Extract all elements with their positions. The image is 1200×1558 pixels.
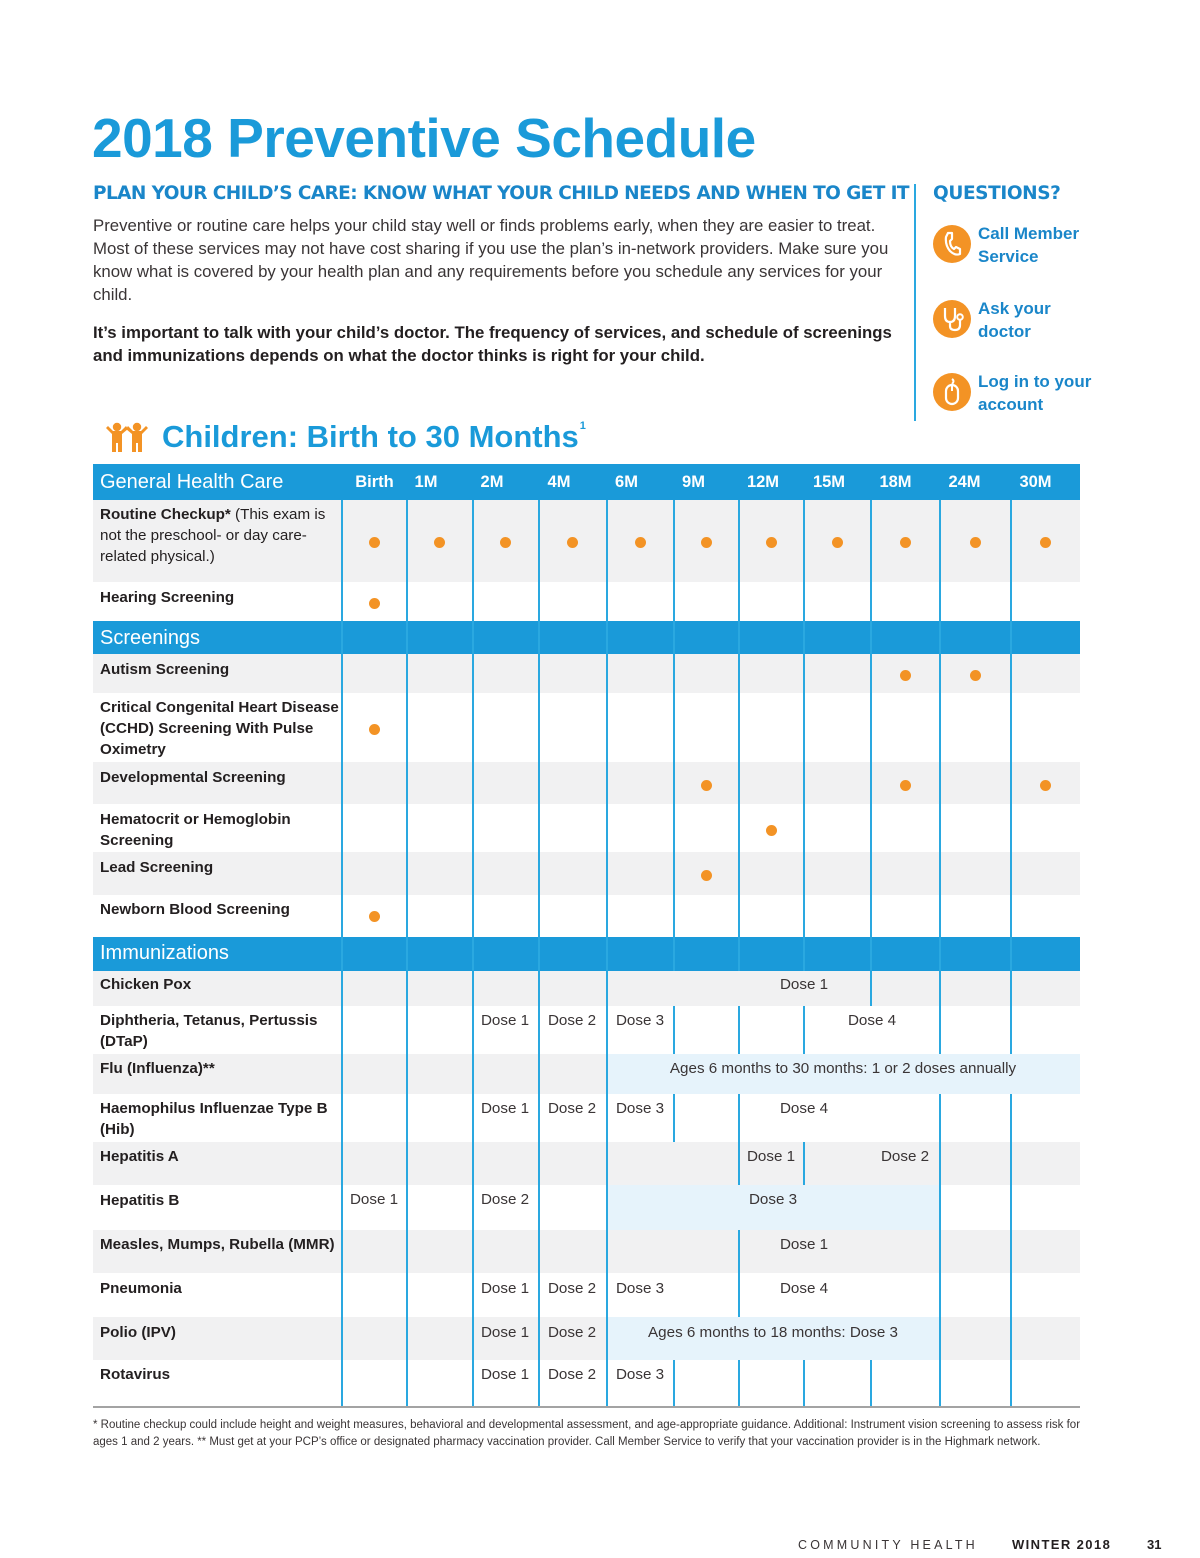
grid-line [870, 500, 872, 1006]
footnote-marker: 1 [579, 420, 586, 432]
row-label-cchd-screening: Critical Congenital Heart Disease (CCHD) Screening With Pulse Oximetry [100, 699, 339, 758]
schedule-dot [900, 670, 911, 681]
call-member-service-label: Call Member Service [978, 224, 1080, 266]
mouse-icon [933, 373, 971, 411]
schedule-dot [900, 780, 911, 791]
children-section-title: Children: Birth to 30 Months$^1$ [162, 419, 586, 454]
grid-line [538, 500, 540, 1406]
column-header-9m: 9M [682, 473, 705, 491]
schedule-dot [500, 537, 511, 548]
schedule-dot [369, 911, 380, 922]
rotavirus-dose-2: Dose 2 [547, 1366, 597, 1383]
questions-divider [914, 184, 916, 421]
footer-issue: WINTER 2018 [1012, 1537, 1112, 1552]
section-heading: PLAN YOUR CHILD’S CARE: KNOW WHAT YOUR CHILD NEEDS AND WHEN TO GET IT [93, 183, 909, 204]
schedule-dot [1040, 537, 1051, 548]
row-label-newborn-blood-screening: Newborn Blood Screening [100, 901, 290, 918]
polio-dose-2: Dose 2 [547, 1324, 597, 1341]
column-header-2m: 2M [480, 473, 504, 491]
schedule-dot [1040, 780, 1051, 791]
grid-line [673, 500, 675, 971]
row-label-mmr: Measles, Mumps, Rubella (MMR) [100, 1236, 335, 1253]
hepatitis-b-dose-2: Dose 2 [480, 1191, 530, 1208]
grid-line [870, 1360, 872, 1406]
schedule-dot [369, 537, 380, 548]
immunizations-header [93, 937, 1080, 971]
chicken-pox-dose-1: Dose 1 [779, 976, 829, 993]
grid-line [472, 500, 474, 1406]
row-label-routine-checkup: Routine Checkup* (This exam is not the preschool- or day care-related physical.) [100, 506, 326, 565]
column-header-birth: Birth [355, 473, 394, 491]
hepatitis-a-dose-2: Dose 2 [880, 1148, 930, 1165]
dtap-dose-1: Dose 1 [480, 1012, 530, 1029]
column-header-15m: 15M [812, 473, 846, 491]
ask-doctor-label: Ask your doctor [978, 299, 1051, 341]
schedule-dot [900, 537, 911, 548]
hib-dose-4: Dose 4 [779, 1100, 829, 1117]
row-label-flu: Flu (Influenza)** [100, 1060, 215, 1077]
grid-line [803, 1360, 805, 1406]
schedule-dot [766, 825, 777, 836]
grid-line [803, 500, 805, 971]
children-icon [103, 422, 151, 459]
grid-line [673, 1006, 675, 1054]
schedule-dot [970, 537, 981, 548]
column-header-18m: 18M [879, 473, 912, 491]
hepatitis-b-dose-1: Dose 1 [349, 1191, 399, 1208]
row-label-polio: Polio (IPV) [100, 1324, 176, 1341]
column-header-12m: 12M [746, 473, 780, 491]
schedule-table [93, 464, 1080, 1408]
pneumonia-dose-2: Dose 2 [547, 1280, 597, 1297]
grid-line [341, 500, 343, 1406]
schedule-dot [567, 537, 578, 548]
schedule-dot [635, 537, 646, 548]
row-label-hepatitis-a: Hepatitis A [100, 1148, 179, 1165]
schedule-dot [701, 780, 712, 791]
table-bottom-rule [93, 1406, 1080, 1408]
column-header-6m: 6M [615, 473, 638, 491]
schedule-dot [701, 537, 712, 548]
schedule-dot [434, 537, 445, 548]
call-member-service-link[interactable] [933, 222, 1098, 268]
schedule-dot [369, 598, 380, 609]
page-title: 2018 Preventive Schedule [92, 107, 756, 169]
schedule-dot [369, 724, 380, 735]
intro-paragraph: Preventive or routine care helps your child stay well or finds problems early, when they are easier to treat. Most of these services may not have cost sharing if you use the plan’s in-network providers. Make sure you know what is covered by your health plan and any requirements before you schedule any services for your child. [93, 216, 889, 304]
grid-line [1010, 1094, 1012, 1406]
grid-line [738, 500, 740, 971]
polio-dose-3-span: Ages 6 months to 18 months: Dose 3 [648, 1324, 898, 1341]
phone-icon [933, 225, 971, 263]
footer-page-number: 31 [1147, 1537, 1162, 1552]
row-label-hearing-screening: Hearing Screening [100, 589, 235, 606]
footnote: * Routine checkup could include height and weight measures, behavioral and developmental assessment, and age-appropriate guidance. Additional: Instrument vision screening to assess risk for ages 1 and 2 years. ** Must get at your PCP’s office or designated pharmacy vaccination provider. Call Member Service to verify that your vaccination provider is in the Highmark network. [93, 1419, 1081, 1448]
grid-line [1010, 500, 1012, 1054]
column-header-30m: 30M [1019, 473, 1052, 491]
questions-heading: QUESTIONS? [933, 183, 1061, 204]
row-label-lead-screening: Lead Screening [100, 859, 214, 876]
grid-line [738, 1360, 740, 1406]
hepatitis-b-dose-3: Dose 3 [748, 1191, 798, 1208]
grid-line [803, 1006, 805, 1054]
pneumonia-dose-1: Dose 1 [480, 1280, 530, 1297]
grid-line [803, 1142, 805, 1185]
mmr-dose-1: Dose 1 [779, 1236, 829, 1253]
grid-line [738, 1230, 740, 1317]
hib-dose-3: Dose 3 [615, 1100, 665, 1117]
row-label-autism-screening: Autism Screening [100, 661, 230, 678]
row-label-dtap: Diphtheria, Tetanus, Pertussis (DTaP) [100, 1012, 318, 1050]
column-header-1m: 1M [414, 473, 438, 491]
grid-line [738, 1094, 740, 1185]
section-label-general-health-care: General Health Care [100, 471, 284, 493]
footer-publication: COMMUNITY HEALTH [798, 1538, 978, 1552]
dtap-dose-3: Dose 3 [615, 1012, 665, 1029]
pneumonia-dose-3: Dose 3 [615, 1280, 665, 1297]
grid-line [939, 500, 941, 1054]
doctor-advice-paragraph: It’s important to talk with your child’s doctor. The frequency of services, and schedule of screenings and immunizations depends on what the doctor thinks is right for your child. [93, 323, 892, 365]
polio-dose-1: Dose 1 [480, 1324, 530, 1341]
grid-line [673, 1094, 675, 1142]
grid-line [673, 1360, 675, 1406]
rotavirus-dose-3: Dose 3 [615, 1366, 665, 1383]
hib-dose-2: Dose 2 [547, 1100, 597, 1117]
section-label-immunizations: Immunizations [100, 942, 229, 964]
grid-line [606, 500, 608, 1406]
row-label-hepatitis-b: Hepatitis B [100, 1192, 180, 1209]
column-header-4m: 4M [547, 473, 571, 491]
grid-line [939, 1094, 941, 1406]
hib-dose-1: Dose 1 [480, 1100, 530, 1117]
schedule-dot [701, 870, 712, 881]
row-label-chicken-pox: Chicken Pox [100, 976, 192, 993]
dtap-dose-2: Dose 2 [547, 1012, 597, 1029]
log-in-account-label: Log in to your account [978, 372, 1092, 414]
row-label-pneumonia: Pneumonia [100, 1280, 182, 1297]
row-label-hematocrit-screening: Hematocrit or Hemoglobin Screening [100, 811, 291, 849]
row-label-developmental-screening: Developmental Screening [100, 769, 286, 786]
dtap-dose-4: Dose 4 [847, 1012, 897, 1029]
pneumonia-dose-4: Dose 4 [779, 1280, 829, 1297]
grid-line [738, 1006, 740, 1054]
rotavirus-dose-1: Dose 1 [480, 1366, 530, 1383]
row-label-hib: Haemophilus Influenzae Type B (Hib) [100, 1100, 328, 1138]
hepatitis-a-dose-1: Dose 1 [746, 1148, 796, 1165]
column-header-24m: 24M [948, 473, 981, 491]
flu-span-text: Ages 6 months to 30 months: 1 or 2 doses annually [669, 1060, 1017, 1077]
section-label-screenings: Screenings [100, 627, 201, 649]
schedule-dot [970, 670, 981, 681]
screenings-header [93, 621, 1080, 654]
ask-doctor-link[interactable] [933, 297, 1098, 343]
stethoscope-icon [933, 300, 971, 338]
schedule-dot [766, 537, 777, 548]
row-label-rotavirus: Rotavirus [100, 1366, 171, 1383]
log-in-account-link[interactable] [933, 370, 1098, 416]
grid-line [406, 500, 408, 1406]
schedule-dot [832, 537, 843, 548]
